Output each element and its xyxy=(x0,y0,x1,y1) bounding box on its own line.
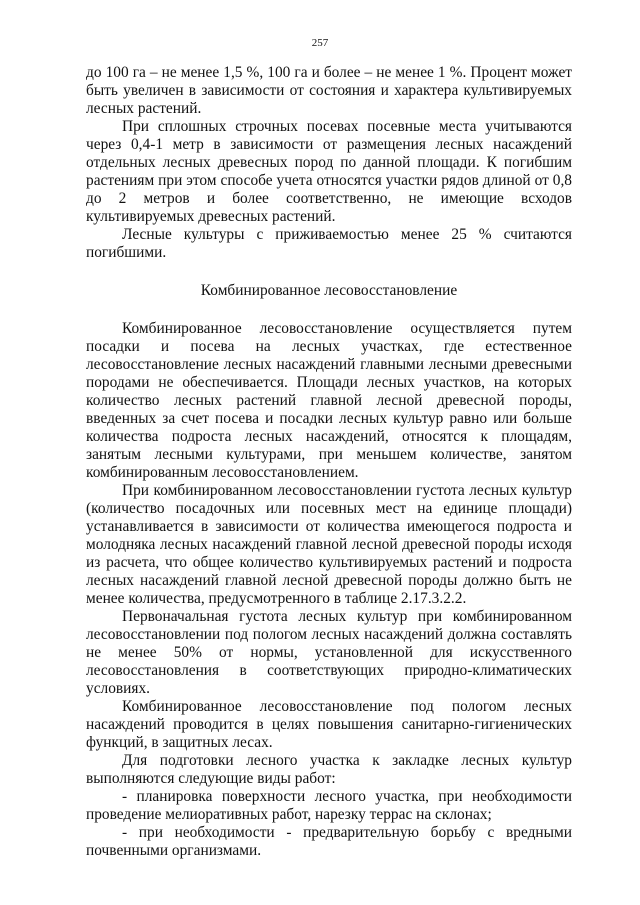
section-heading: Комбинированное лесовосстановление xyxy=(200,282,458,299)
page-number: 257 xyxy=(311,37,329,49)
paragraph: Комбинированное лесовосстановление осуществляется путем посадки и посева на лесных участках, где естественное лесовосстановление лесных насаждений главными лесными древесными породами не обеспечивается. Площади лесных участков, на которых количество лесных растений главной лесной древесной породы, введенных за счет посева и посадки лесных культур равно или больше количества подроста лесных насаждений, относятся к площадям, занятым лесными культурами, при меньшем количестве, занятом комбинированным лесовосстановлением. xyxy=(86,320,572,481)
paragraph: Для подготовки лесного участка к закладке лесных культур выполняются следующие виды работ: xyxy=(86,752,572,787)
list-item: - планировка поверхности лесного участка, при необходимости проведение мелиоративных работ, нарезку террас на склонах; xyxy=(86,788,572,823)
paragraph: При комбинированном лесовосстановлении густота лесных культур (количество посадочных или посевных мест на единице площади) устанавливается в зависимости от количества имеющегося подроста и молодняка лесных насаждений главной лесной древесной породы исходя из расчета, что общее количество культивируемых растений и подроста лесных насаждений главной лесной древесной породы должно быть не менее количества, предусмотренного в таблице 2.17.3.2.2. xyxy=(86,482,572,607)
page-body xyxy=(86,64,572,860)
list-item: - при необходимости - предварительную борьбу с вредными почвенными организмами. xyxy=(86,824,572,859)
paragraph: Комбинированное лесовосстановление под пологом лесных насаждений проводится в целях повышения санитарно-гигиенических функций, в защитных лесах. xyxy=(86,698,572,751)
paragraph: Первоначальная густота лесных культур при комбинированном лесовосстановлении под пологом лесных насаждений должна составлять не менее 50% от нормы, установленной для искусственного лесовосстановления в соответствующих природно-климатических условиях. xyxy=(86,608,572,697)
paragraph: до 100 га – не менее 1,5 %, 100 га и более – не менее 1 %. Процент может быть увеличен в зависимости от состояния и характера культивируемых лесных растений. xyxy=(86,64,572,117)
paragraph: При сплошных строчных посевах посевные места учитываются через 0,4-1 метр в зависимости от размещения лесных насаждений отдельных лесных древесных пород по данной площади. К погибшим растениям при этом способе учета относятся участки рядов длиной от 0,8 до 2 метров и более соответственно, не имеющие всходов культивируемых древесных растений. xyxy=(86,118,572,225)
paragraph: Лесные культуры с приживаемостью менее 25 % считаются погибшими. xyxy=(86,226,572,261)
